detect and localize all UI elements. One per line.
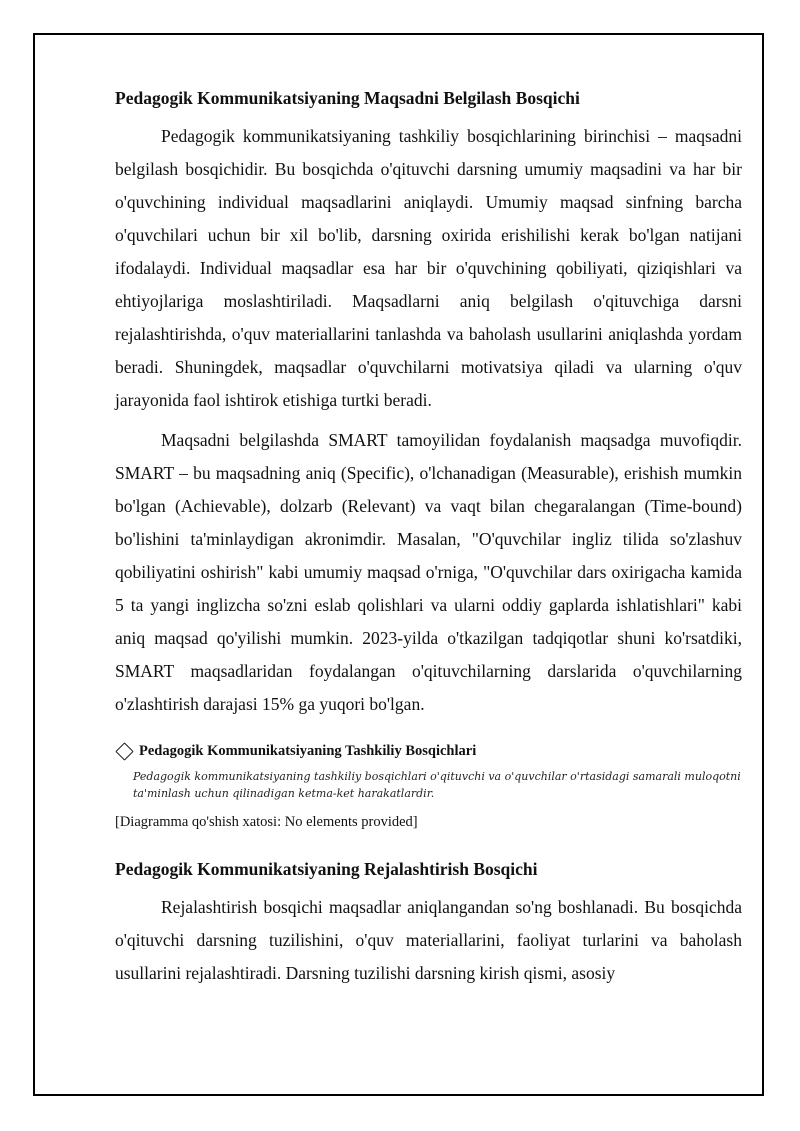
diagram-description: Pedagogik kommunikatsiyaning tashkiliy bosqichlari o'qituvchi va o'quvchilar o'rtasidagi samarali muloqotni ta'minlash uchun qilinadigan ketma-ket harakatlardir.	[133, 770, 741, 800]
diagram-title-text: Pedagogik Kommunikatsiyaning Tashkiliy Bosqichlari	[139, 743, 477, 759]
diagram-title	[115, 743, 742, 760]
paragraph: Maqsadni belgilashda SMART tamoyilidan foydalanish maqsadga muvofiqdir. SMART – bu maqsadning aniq (Specific), o'lchanadigan (Measurable), erishish mumkin bo'lgan (Achievable), dolzarb (Relevant) va vaqt bilan chegaralangan (Time-bound) bo'lishini ta'minlaydigan akronimdir. Masalan, "O'quvchilar ingliz tilida so'zlashuv qobiliyatini oshirish" kabi umumiy maqsad o'rniga, "O'quvchilar dars oxirigacha kamida 5 ta yangi inglizcha so'zni eslab qolishlari va ularni oddiy gaplarda ishlatishlari" kabi aniq maqsad qo'yilishi mumkin. 2023-yilda o'tkazilgan tadqiqotlar shuni ko'rsatdiki, SMART maqsadlaridan foydalangan o'qituvchilarning darslarida o'quvchilarning o'zlashtirish darajasi 15% ga yuqori bo'lgan.	[115, 430, 742, 714]
diamond-icon	[115, 742, 133, 760]
section-heading-planning: Pedagogik Kommunikatsiyaning Rejalashtirish Bosqichi	[115, 859, 538, 879]
section-heading-goal-setting: Pedagogik Kommunikatsiyaning Maqsadni Belgilash Bosqichi	[115, 88, 580, 108]
paragraph: Rejalashtirish bosqichi maqsadlar aniqlangandan so'ng boshlanadi. Bu bosqichda o'qituvchi darsning tuzilishini, o'quv materiallarini, faoliyat turlarini va baholash usullarini rejalashtiradi. Darsning tuzilishi darsning kirish qismi, asosiy	[115, 897, 742, 983]
diagram-error-message: [Diagramma qo'shish xatosi: No elements provided]	[115, 814, 418, 830]
document-body	[115, 86, 742, 990]
paragraph: Pedagogik kommunikatsiyaning tashkiliy bosqichlarining birinchisi – maqsadni belgilash bosqichidir. Bu bosqichda o'qituvchi darsning umumiy maqsadini va har bir o'quvchining individual maqsadlarini aniqlaydi. Umumiy maqsad sinfning barcha o'quvchilari uchun bir xil bo'lib, darsning oxirida erishilishi kerak bo'lgan natijani ifodalaydi. Individual maqsadlar esa har bir o'quvchining qobiliyati, qiziqishlari va ehtiyojlariga moslashtiriladi. Maqsadlarni aniq belgilash o'qituvchiga darsni rejalashtirishda, o'quv materiallarini tanlashda va baholash usullarini aniqlashda yordam beradi. Shuningdek, maqsadlar o'quvchilarni motivatsiya qiladi va ularning o'quv jarayonida faol ishtirok etishiga turtki beradi.	[115, 126, 742, 410]
